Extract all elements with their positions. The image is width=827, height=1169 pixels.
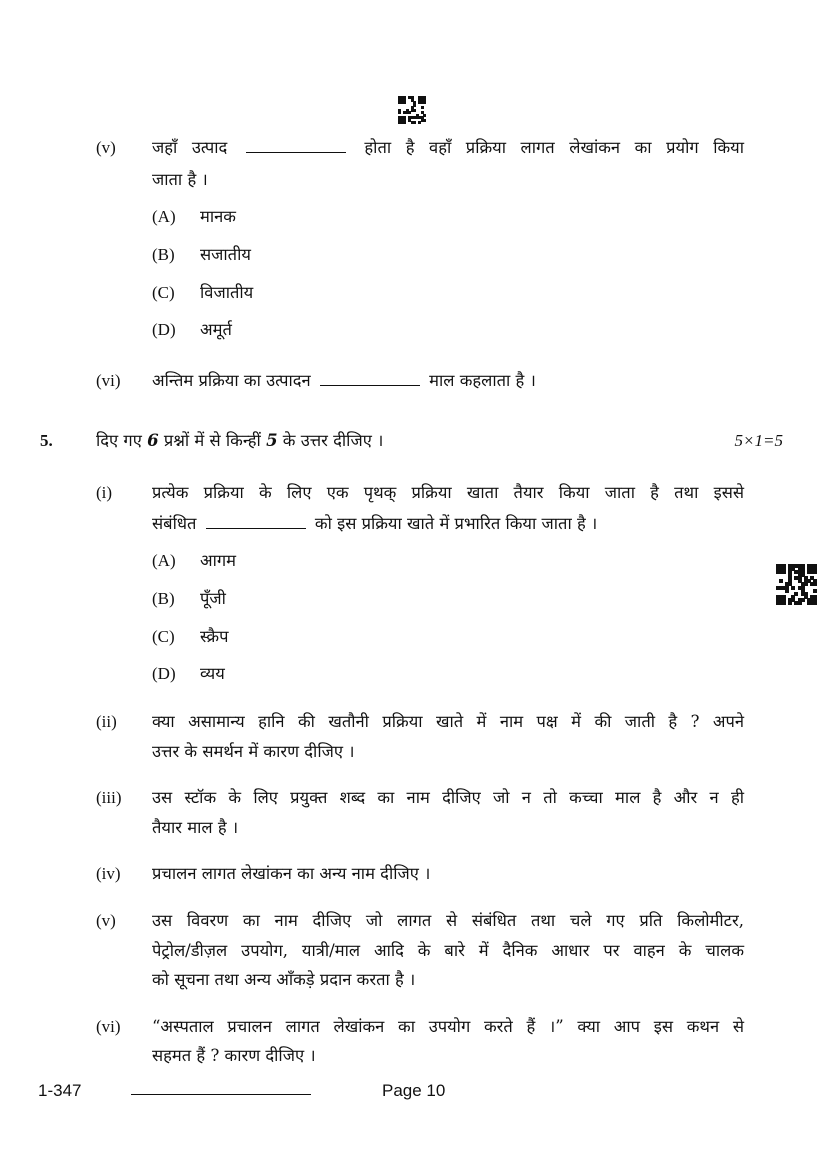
qr-module [413,121,416,124]
qr-module [813,570,817,574]
option-label: (A) [152,551,176,570]
question-5-vi-line2: सहमत हैं ? कारण दीजिए । [152,1046,316,1065]
page-number: Page 10 [382,1081,446,1100]
question-5-i-line1: प्रत्येक प्रक्रिया के लिए एक पृथक् प्रक्रिया खाता तैयार किया जाता है तथा इससे [152,483,744,502]
qr-module [813,601,817,605]
question-5-vi-line1: “अस्पताल प्रचालन लागत लेखांकन का उपयोग करते हैं ।” क्या आप इस कथन से [152,1017,744,1036]
question-5-i-label: (i) [96,483,113,502]
qr-module [798,601,802,605]
question-5-vi-label: (vi) [96,1017,121,1036]
qr-module [403,121,406,124]
question-4-vi-text-b: माल कहलाता है । [429,371,536,390]
option-text: आगम [200,551,237,570]
question-5-ii-line1: क्या असामान्य हानि की खतौनी प्रक्रिया खाते में नाम पक्ष में की जाती है ? अपने [152,712,744,731]
question-5-instruction [96,426,383,456]
qr-code-side [776,564,816,604]
qr-module [779,579,783,583]
option-text: अमूर्त [200,320,232,339]
qr-module [813,589,817,593]
question-4-v-text-a: जहाँ उत्पाद [152,138,228,157]
qr-module [791,586,795,590]
question-5-ii-label: (ii) [96,712,117,731]
question-5-marks: 5×1=5 [734,431,783,450]
qr-module [403,101,406,104]
instruction-text-a: दिए गए [96,431,142,450]
option-text: स्क्रैप [200,627,229,646]
question-4-v-text-b: होता है वहाँ प्रक्रिया लागत लेखांकन का प्रयोग किया [364,138,745,157]
question-5-i-line2 [152,509,744,539]
question-5-iii-line1: उस स्टॉक के लिए प्रयुक्त शब्द का नाम दीजिए जो न तो कच्चा माल है और न ही [152,788,744,807]
option-label: (B) [152,245,175,264]
question-5-iv-label: (iv) [96,864,121,883]
instruction-text-b: प्रश्नों में से किन्हीं [163,431,261,450]
question-4-v-label: (v) [96,138,116,157]
question-5-iii-label: (iii) [96,788,122,807]
qr-module [413,109,416,112]
question-4-vi-line1 [152,366,536,396]
question-5-ii-line2: उत्तर के समर्थन में कारण दीजिए । [152,742,355,761]
qr-module [408,111,411,114]
option-label: (B) [152,589,175,608]
instruction-text-c: के उत्तर दीजिए । [282,431,384,450]
qr-module [782,601,786,605]
question-5-i-text-a: संबंधित [152,514,197,533]
option-label: (C) [152,283,175,302]
option-text: पूँजी [200,589,226,608]
question-5-v-line3: को सूचना तथा अन्य आँकड़े प्रदान करता है । [152,970,416,989]
footer-divider [131,1094,311,1095]
qr-module [421,106,424,109]
option-text: मानक [200,207,236,226]
option-label: (D) [152,664,176,683]
question-5-iii-line2: तैयार माल है । [152,818,239,837]
qr-code-top [398,96,426,124]
question-4-v-line1 [152,133,744,163]
option-text: विजातीय [200,283,254,302]
fill-blank [246,136,346,153]
fill-blank [206,512,306,529]
fill-blank [320,369,420,386]
option-label: (A) [152,207,176,226]
qr-module [785,589,789,593]
question-5-iv-line1: प्रचालन लागत लेखांकन का अन्य नाम दीजिए । [152,864,431,883]
question-5-v-line1: उस विवरण का नाम दीजिए जो लागत से संबंधित तथा चले गए प्रति किलोमीटर, [152,911,744,930]
question-4-vi-text-a: अन्तिम प्रक्रिया का उत्पादन [152,371,311,390]
instruction-count-total: 6 [147,431,159,450]
option-label: (C) [152,627,175,646]
qr-module [782,570,786,574]
option-label: (D) [152,320,176,339]
qr-module [813,582,817,586]
option-text: व्यय [200,664,225,683]
option-text: सजातीय [200,245,251,264]
question-5-v-label: (v) [96,911,116,930]
question-4-vi-label: (vi) [96,371,121,390]
question-4-v-line2: जाता है । [152,170,208,189]
paper-code: 1-347 [38,1081,82,1100]
qr-module [418,121,421,124]
question-5-i-text-b: को इस प्रक्रिया खाते में प्रभारित किया जाता है । [314,514,598,533]
qr-module [423,119,426,122]
qr-module [398,111,401,114]
question-5-v-line2: पेट्रोल/डीज़ल उपयोग, यात्री/माल आदि के बारे में दैनिक आधार पर वाहन के चालक [152,941,744,960]
qr-module [788,601,792,605]
qr-module [423,101,426,104]
question-5-number: 5. [40,431,53,450]
instruction-count-answer: 5 [266,431,278,450]
